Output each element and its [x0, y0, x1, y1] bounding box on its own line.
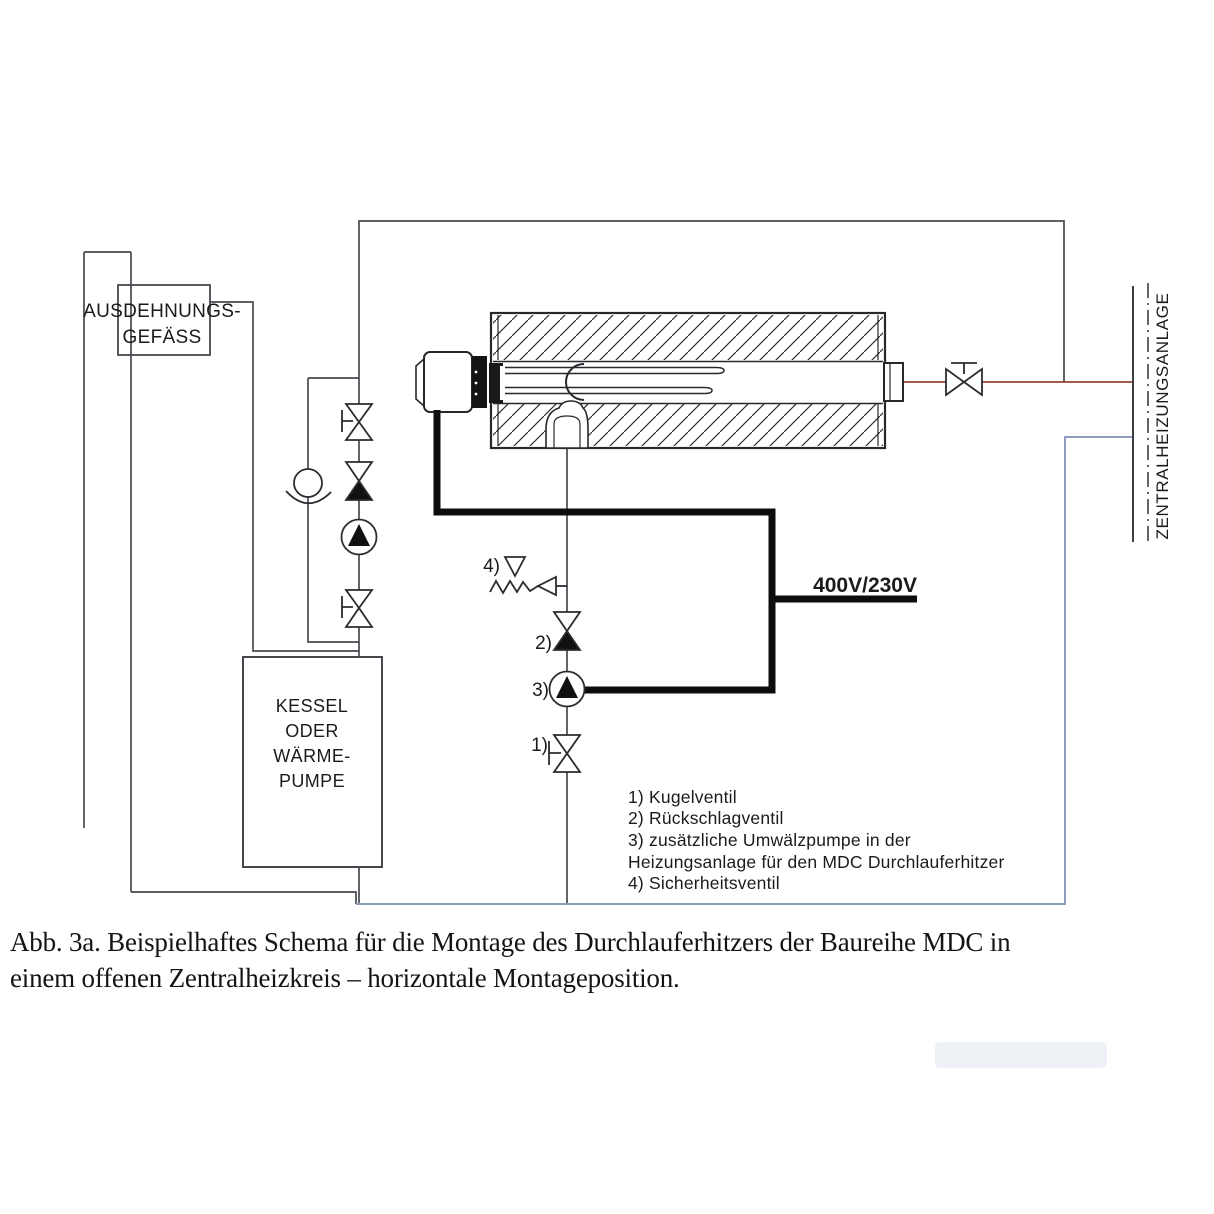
pump-3 — [550, 672, 585, 707]
check-valve-open — [346, 462, 372, 481]
ball-valve-left-upper — [342, 404, 372, 440]
caption — [10, 927, 1011, 993]
central-heating-label: ZENTRALHEIZUNGSANLAGE — [1153, 292, 1172, 540]
ball-valve-flow — [946, 363, 982, 395]
valve-body — [346, 608, 372, 627]
caption-line2: einem offenen Zentralheizkreis – horizontale Montageposition. — [10, 963, 680, 993]
heater-wall-top — [493, 315, 883, 360]
legend-line-1: 1) Kugelventil — [628, 787, 737, 807]
legend-line-2: 2) Rückschlagventil — [628, 808, 784, 828]
power-lines — [437, 410, 917, 690]
pipe-left-bottom — [131, 892, 356, 904]
heater-outlet-stub — [884, 363, 903, 401]
valve-body — [554, 754, 580, 773]
power-label: 400V/230V — [813, 574, 917, 597]
callout-2: 2) — [535, 633, 552, 654]
valve-body — [554, 735, 580, 754]
pump-left — [342, 520, 377, 555]
check-valve-open — [554, 612, 580, 631]
valve-body — [964, 369, 982, 395]
expansion-vessel-label-line1: AUSDEHNUNGS- — [83, 301, 241, 322]
safety-valve-inlet — [505, 557, 525, 576]
power-line-heater-pump — [437, 410, 772, 690]
legend-line-3: 3) zusätzliche Umwälzpumpe in der — [628, 830, 911, 850]
heater-assembly — [416, 313, 903, 448]
heater-head-band — [472, 356, 487, 408]
pipe-vessel-outlet — [210, 302, 359, 651]
boiler-label-line4: PUMPE — [278, 771, 346, 791]
expansion-vessel-label-line2: GEFÄSS — [122, 327, 202, 348]
callout-1: 1) — [531, 735, 548, 756]
legend — [628, 787, 1004, 893]
callout-4: 4) — [483, 556, 500, 577]
boiler-label-line1: KESSEL — [275, 696, 349, 716]
heater-bore-plug-slit — [500, 366, 503, 400]
boiler-label-line2: ODER — [285, 721, 339, 741]
boiler-label-line3: WÄRME- — [273, 746, 351, 766]
gauge-circle — [294, 469, 322, 497]
valve-body — [346, 590, 372, 608]
heater-head-tab — [416, 359, 424, 406]
legend-line-4: Heizungsanlage für den MDC Durchlauferhitzer — [628, 852, 1005, 872]
check-valve-filled — [554, 631, 580, 650]
callout-3: 3) — [532, 680, 549, 701]
valve-handle — [549, 741, 561, 765]
scan-artifact — [935, 1042, 1107, 1068]
safety-valve-body — [538, 577, 556, 595]
head-dot — [475, 393, 478, 396]
valve-body — [946, 369, 964, 395]
check-valve-left — [346, 462, 372, 500]
head-dot — [475, 371, 478, 374]
head-dot — [475, 382, 478, 385]
central-heating-boundary — [1133, 283, 1172, 545]
heater-head-cap — [424, 352, 472, 412]
valve-body — [346, 404, 372, 422]
legend-line-5: 4) Sicherheitsventil — [628, 873, 780, 893]
safety-valve-4 — [490, 557, 567, 595]
caption-line1: Abb. 3a. Beispielhaftes Schema für die Montage des Durchlauferhitzers der Baureihe MDC in — [10, 927, 1011, 957]
valve-handle — [342, 410, 353, 432]
valve-handle — [342, 596, 353, 618]
valve-body — [346, 422, 372, 440]
ball-valve-1 — [549, 735, 580, 772]
check-valve-2 — [554, 612, 580, 650]
ball-valve-left-lower — [342, 590, 372, 627]
check-valve-filled — [346, 481, 372, 500]
valve-handle — [951, 363, 977, 374]
safety-valve-spring — [490, 581, 538, 593]
